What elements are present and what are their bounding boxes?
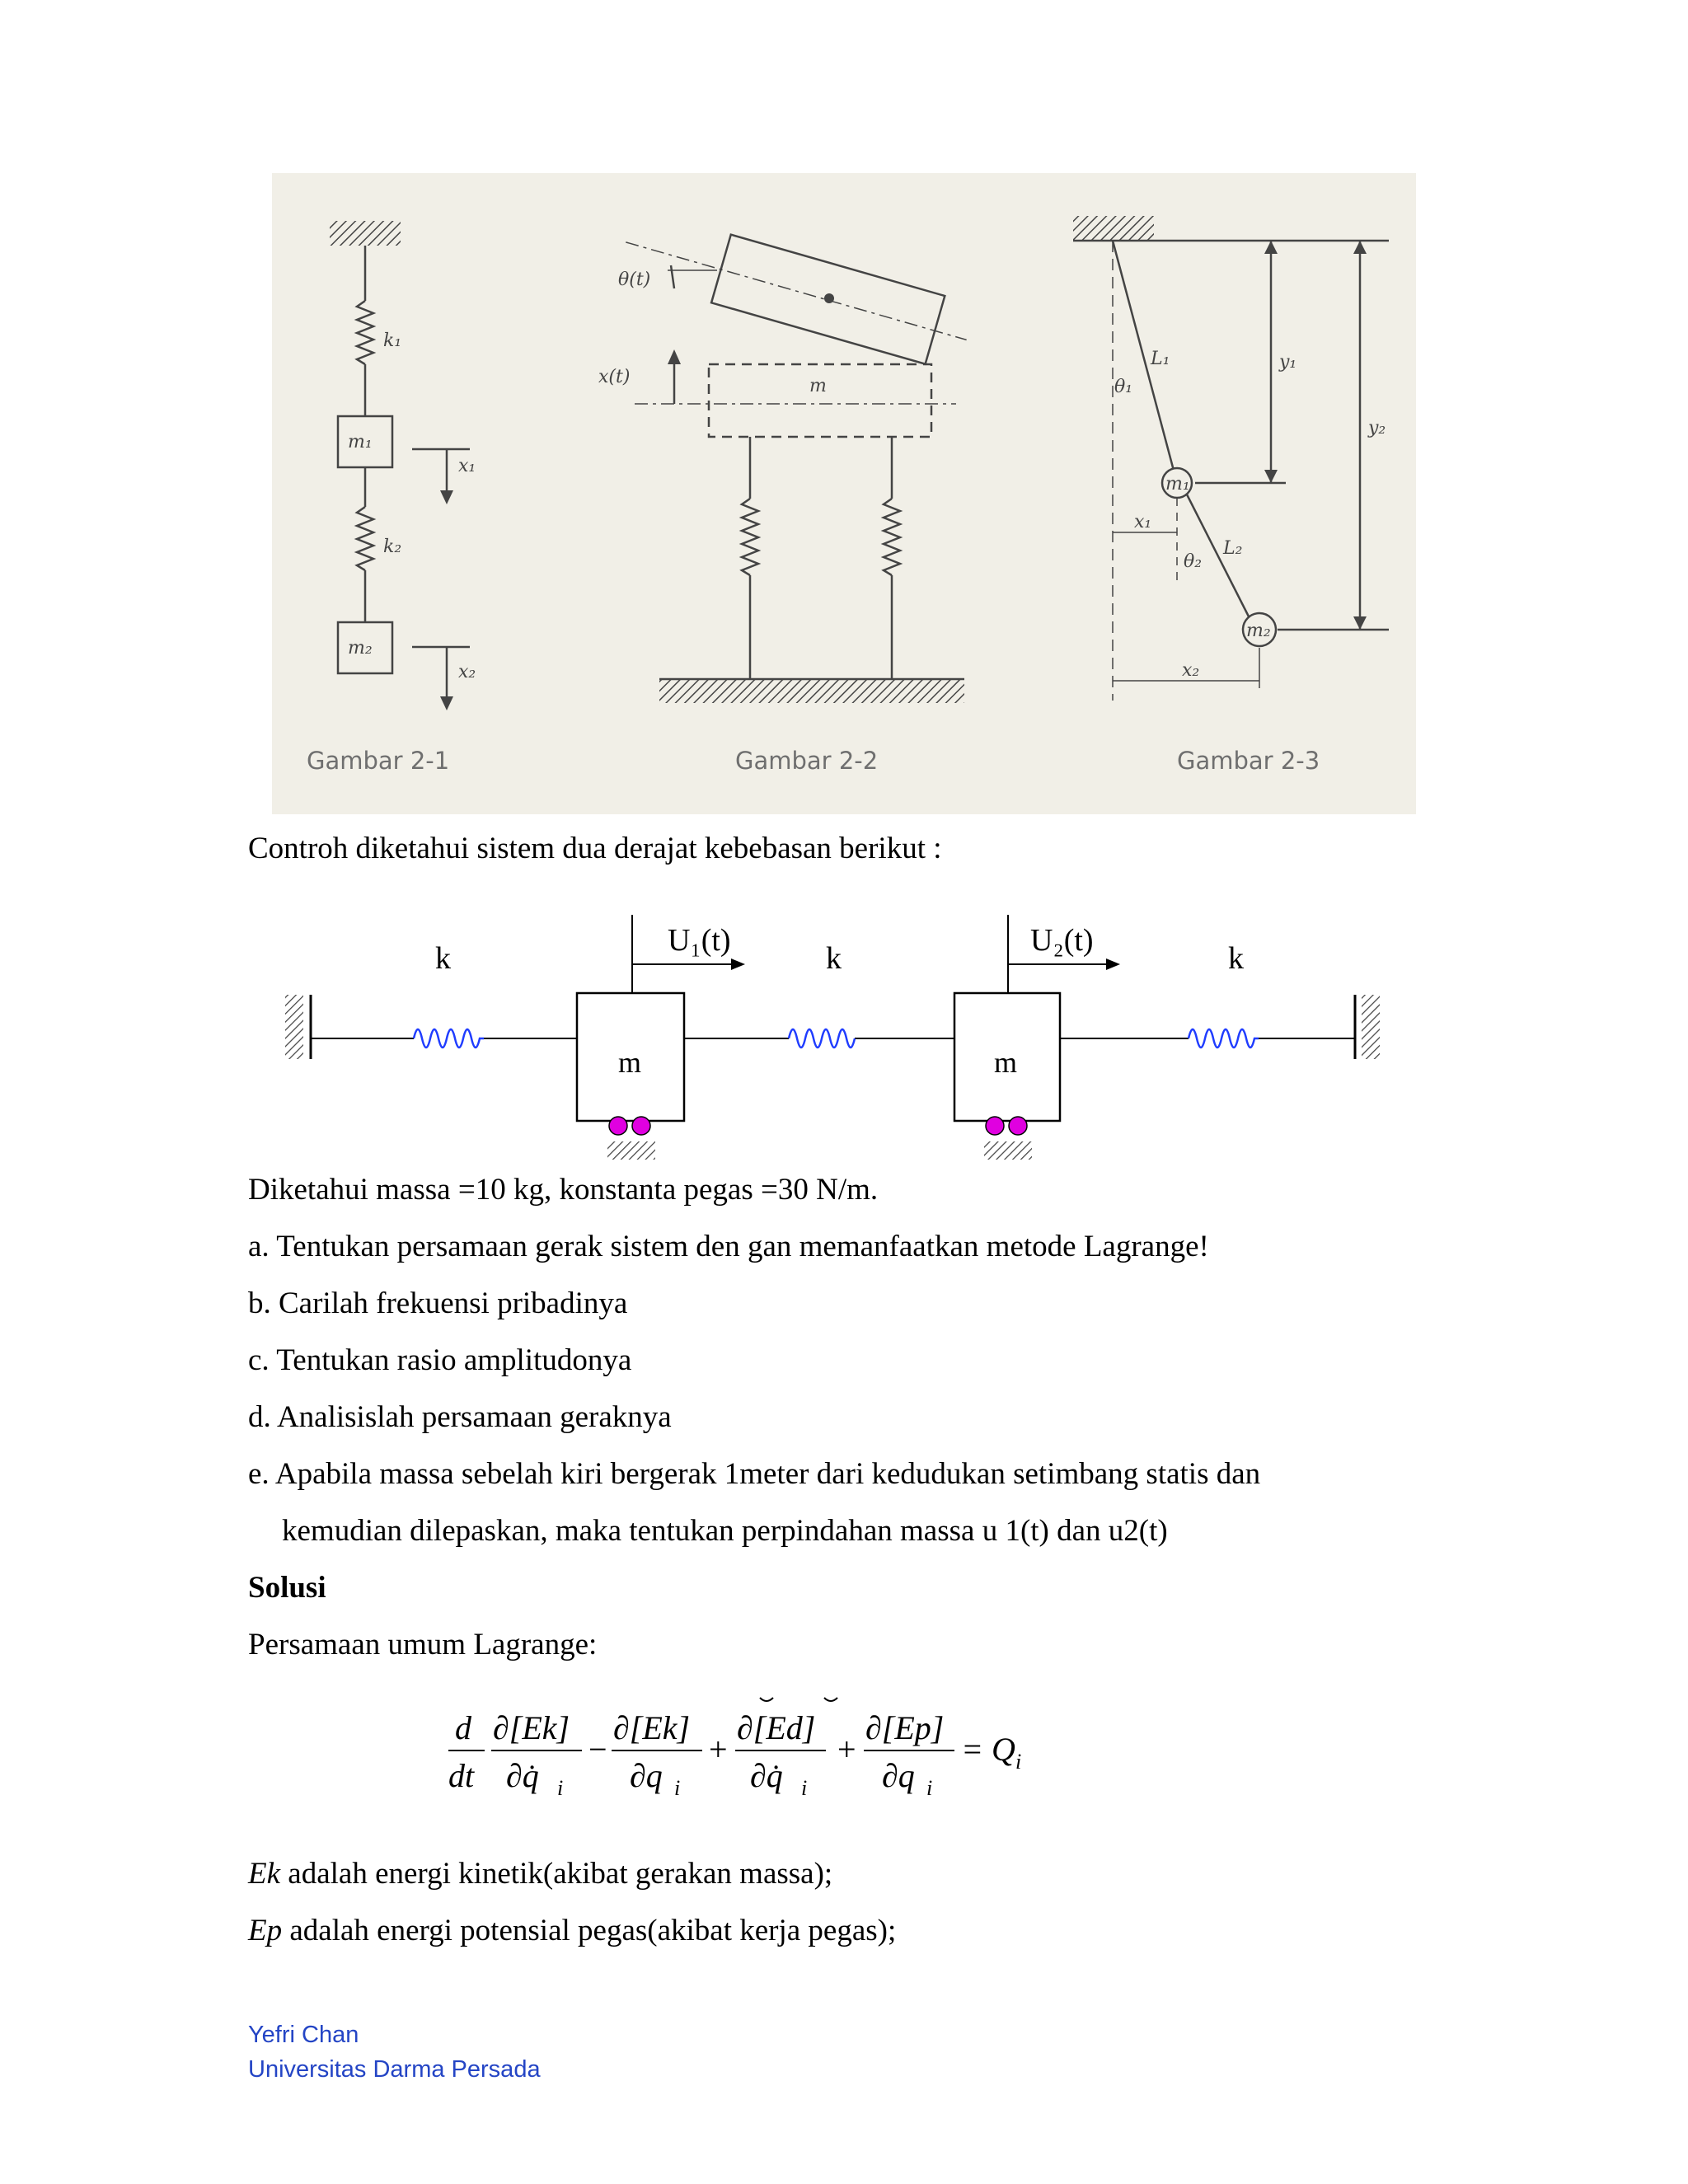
k-label-right: k [1228,941,1244,976]
task-b: b. Carilah frekuensi pribadinya [248,1286,628,1320]
g1-x2-label: x₂ [458,662,476,682]
definition-ep-text: adalah energi potensial pegas(akibat kerja pegas); [282,1914,897,1947]
eq-dt: dt [448,1757,475,1794]
g3-m2-label: m₂ [1246,621,1271,641]
task-a: a. Tentukan persamaan gerak sistem den gan memanfaatkan metode Lagrange! [248,1230,1209,1263]
g2-m-label: m [809,376,827,396]
left-wall [285,995,303,1059]
g1-k1-label: k₁ [383,330,402,351]
roller-left-1 [609,1117,627,1135]
g1-m1-label: m₁ [348,432,373,452]
g3-L2-label: L₂ [1223,538,1243,559]
gambar-2-3 [1073,216,1389,701]
g1-k2-label: k₂ [383,537,402,557]
eq-minus: − [588,1731,607,1768]
u1-label: U₁(t) [668,923,731,958]
eq-t3-sub: i [801,1776,808,1800]
k-label-middle: k [826,941,842,976]
eq-t1-sub: i [557,1776,564,1800]
eq-rhs: = Q [961,1731,1015,1768]
eq-t1-num: ∂[Ek] [493,1709,570,1746]
g3-theta2-label: θ₂ [1184,551,1203,572]
spring-right [1189,1029,1259,1047]
right-wall [1362,995,1380,1059]
g2-x-label: x(t) [598,367,631,387]
definition-ek-text: adalah energi kinetik(akibat gerakan massa); [280,1857,833,1891]
eq-d: d [455,1709,471,1746]
figure-two-dof-system [274,902,1395,1174]
lagrange-equation [437,1690,1030,1821]
intro-text: Controh diketahui sistem dua derajat kebebasan berikut : [248,832,942,865]
eq-t2-den: ∂q [630,1757,663,1794]
g1-x1-label: x₁ [458,456,476,476]
eq-plus-1: + [709,1731,728,1768]
definition-ep [248,1915,896,1946]
task-d: d. Analisislah persamaan geraknya [248,1400,672,1434]
footer-institution: Universitas Darma Persada [248,2056,541,2083]
task-c: c. Tentukan rasio amplitudonya [248,1343,632,1377]
g3-L1-label: L₁ [1151,349,1170,369]
ground-right [984,1141,1032,1160]
solution-heading: Solusi [248,1571,326,1605]
definition-ek-term: Ek [248,1857,281,1891]
task-e-continued: kemudian dilepaskan, maka tentukan perpindahan massa u 1(t) dan u2(t) [282,1514,1168,1548]
eq-t2-num: ∂[Ek] [613,1709,691,1746]
given-text: Diketahui massa =10 kg, konstanta pegas =30 N/m. [248,1173,879,1207]
caption-gambar-2-2: Gambar 2-2 [735,747,879,775]
roller-right-2 [1009,1117,1027,1135]
mass-left-label: m [618,1046,642,1079]
roller-right-1 [986,1117,1004,1135]
gambar-2-1 [330,221,470,710]
eq-t4-den: ∂q [882,1757,915,1794]
eq-t1-den: ∂q̇ [506,1757,539,1794]
eq-t3-den: ∂q̇ [750,1757,783,1794]
lagrange-intro: Persamaan umum Lagrange: [248,1628,598,1661]
caption-gambar-2-3: Gambar 2-3 [1177,747,1320,775]
g3-y1-label: y₁ [1279,352,1297,373]
g3-x2-label: x₂ [1182,660,1200,681]
roller-left-2 [632,1117,650,1135]
gambar-2-2 [617,208,977,703]
definition-ek [248,1858,832,1889]
g3-theta1-label: θ₁ [1114,377,1133,397]
spring-middle [789,1029,855,1047]
task-e: e. Apabila massa sebelah kiri bergerak 1meter dari kedudukan setimbang statis dan [248,1457,1261,1491]
g3-y2-label: y₂ [1368,418,1386,438]
g3-m1-label: m₁ [1165,474,1190,494]
mass-right-label: m [994,1046,1018,1079]
u2-label: U₂(t) [1030,923,1094,958]
ground-left [607,1141,655,1160]
eq-t4-sub: i [926,1776,933,1800]
g1-m2-label: m₂ [348,638,373,658]
eq-rhs-sub: i [1015,1750,1022,1774]
caption-gambar-2-1: Gambar 2-1 [307,747,450,775]
figure-gambar-2 [272,173,1416,814]
eq-t4-num: ∂[Ep] [865,1709,945,1746]
footer-author: Yefri Chan [248,2022,359,2048]
eq-t2-sub: i [674,1776,681,1800]
eq-t3-num: ∂[Ed] [737,1709,816,1746]
eq-plus-2: + [837,1731,856,1768]
spring-left [414,1029,484,1047]
k-label-left: k [435,941,451,976]
definition-ep-term: Ep [248,1914,283,1947]
g3-x1-label: x₁ [1134,512,1152,532]
g2-theta-label: θ(t) [618,269,651,290]
